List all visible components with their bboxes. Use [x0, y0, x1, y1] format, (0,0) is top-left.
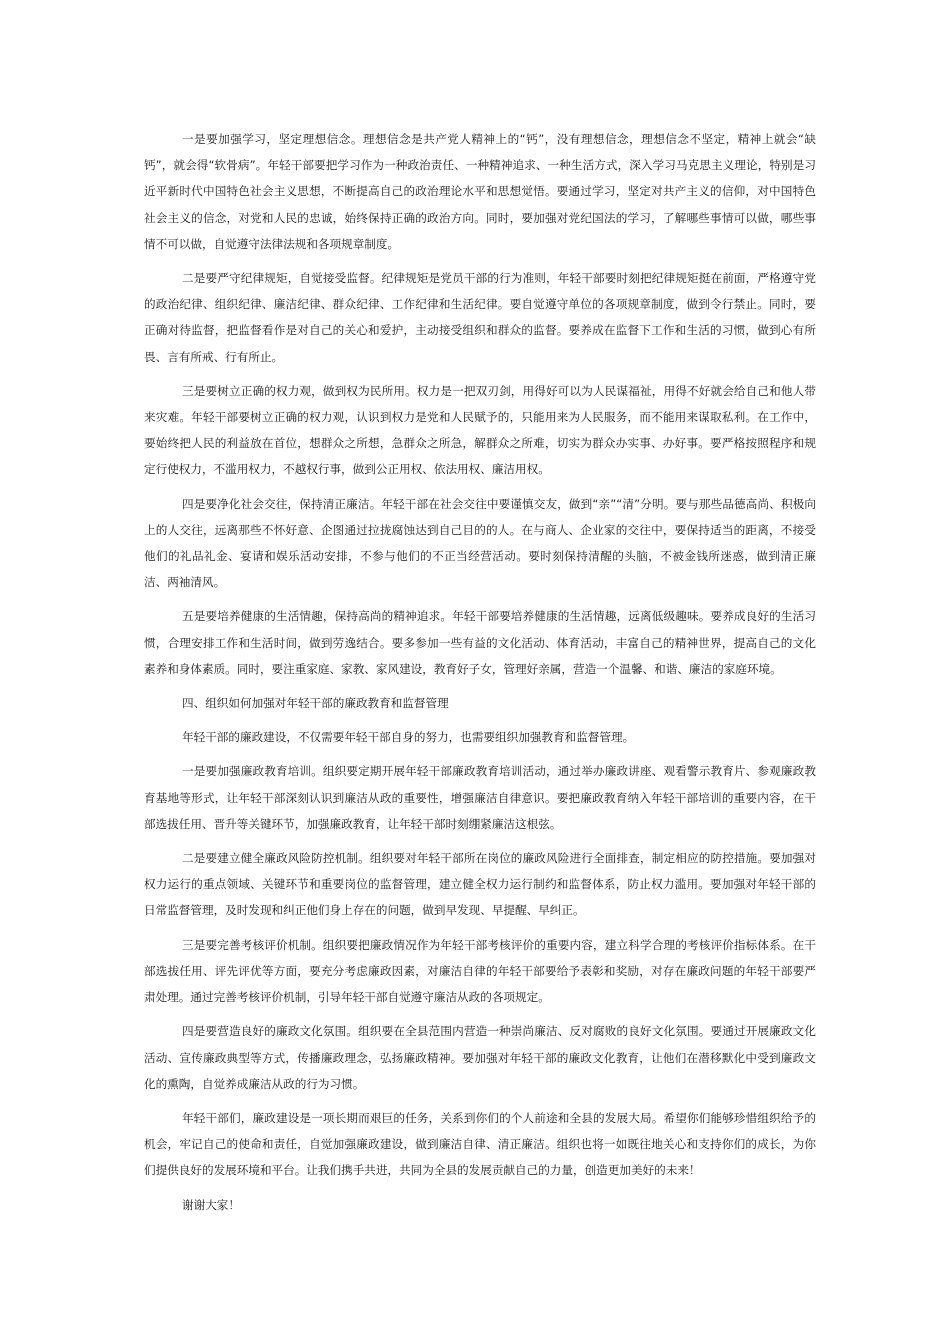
body-paragraph: 年轻干部们，廉政建设是一项长期而艰巨的任务，关系到你们的个人前途和全县的发展大局。希望你们能够珍惜组织给予的机会，牢记自己的使命和责任，自觉加强廉政建设，做到廉洁自律、清正廉洁。组织也将一如既往地关心和支持你们的成长，为你们提供良好的发展环境和平台。让我们携手共进，共同为全县的发展贡献自己的力量，创造更加美好的未来！	[144, 1110, 816, 1178]
body-paragraph: 一是要加强廉政教育培训。组织要定期开展年轻干部廉政教育培训活动，通过举办廉政讲座、观看警示教育片、参观廉政教育基地等形式，让年轻干部深刻认识到廉洁从政的重要性，增强廉洁自律意识。要把廉政教育纳入年轻干部培训的重要内容，在干部选拔任用、晋升等关键环节，加强廉政教育，让年轻干部时刻绷紧廉洁这根弦。	[144, 764, 816, 831]
body-paragraph: 年轻干部的廉政建设，不仅需要年轻干部自身的努力，也需要组织加强教育和监督管理。	[182, 730, 635, 745]
body-paragraph: 三是要树立正确的权力观，做到权为民所用。权力是一把双刃剑，用得好可以为人民谋福祉，用得不好就会给自己和他人带来灾难。年轻干部要树立正确的权力观，认识到权力是党和人民赋予的，只能用来为人民服务，而不能用来谋取私利。在工作中，要始终把人民的利益放在首位，想群众之所想，急群众之所急，解群众之所难，切实为群众办实事、办好事。要严格按照程序和规定行使权力，不滥用权力，不越权行事，做到公正用权、依法用权、廉洁用权。	[144, 383, 816, 477]
body-paragraph: 二是要严守纪律规矩，自觉接受监督。纪律规矩是党员干部的行为准则，年轻干部要时刻把纪律规矩挺在前面，严格遵守党的政治纪律、组织纪律、廉洁纪律、群众纪律、工作纪律和生活纪律。要自觉遵守单位的各项规章制度，做到令行禁止。同时，要正确对待监督，把监督看作是对自己的关心和爱护，主动接受组织和群众的监督。要养成在监督下工作和生活的习惯，做到心有所畏、言有所戒、行有所止。	[144, 271, 816, 364]
body-paragraph: 三是要完善考核评价机制。组织要把廉政情况作为年轻干部考核评价的重要内容，建立科学合理的考核评价指标体系。在干部选拔任用、评先评优等方面，要充分考虑廉政因素，对廉洁自律的年轻干部要给予表彰和奖励，对存在廉政问题的年轻干部要严肃处理。通过完善考核评价机制，引导年轻干部自觉遵守廉洁从政的各项规定。	[144, 937, 816, 1005]
body-paragraph: 四是要净化社会交往，保持清正廉洁。年轻干部在社会交往中要谨慎交友，做到“亲”“清”分明。要与那些品德高尚、积极向上的人交往，远离那些不怀好意、企图通过拉拢腐蚀达到自己目的的人。在与商人、企业家的交往中，要保持适当的距离，不接受他们的礼品礼金、宴请和娱乐活动安排，不参与他们的不正当经营活动。要时刻保持清醒的头脑，不被金钱所迷惑，做到清正廉洁、两袖清风。	[144, 496, 816, 590]
document-page	[144, 126, 816, 1218]
body-paragraph: 五是要培养健康的生活情趣，保持高尚的精神追求。年轻干部要培养健康的生活情趣，远离低级趣味。要养成良好的生活习惯，合理安排工作和生活时间，做到劳逸结合。要多参加一些有益的文化活动、体育活动，丰富自己的精神世界，提高自己的文化素养和身体素质。同时，要注重家庭、家教、家风建设，教育好子女，管理好亲属，营造一个温馨、和谐、廉洁的家庭环境。	[144, 609, 816, 676]
section-heading: 四、组织如何加强对年轻干部的廉政教育和监督管理	[182, 696, 449, 711]
body-paragraph: 二是要建立健全廉政风险防控机制。组织要对年轻干部所在岗位的廉政风险进行全面排查，制定相应的防控措施。要加强对权力运行的重点领域、关键环节和重要岗位的监督管理，建立健全权力运行制约和监督体系，防止权力滥用。要加强对年轻干部的日常监督管理，及时发现和纠正他们身上存在的问题，做到早发现、早提醒、早纠正。	[144, 851, 816, 918]
body-paragraph: 一是要加强学习，坚定理想信念。理想信念是共产党人精神上的“钙”，没有理想信念，理想信念不坚定，精神上就会“缺钙”，就会得“软骨病”。年轻干部要把学习作为一种政治责任、一种精神追求、一种生活方式，深入学习马克思主义理论，特别是习近平新时代中国特色社会主义思想，不断提高自己的政治理论水平和思想觉悟。要通过学习，坚定对共产主义的信仰，对中国特色社会主义的信念，对党和人民的忠诚，始终保持正确的政治方向。同时，要加强对党纪国法的学习，了解哪些事情可以做，哪些事情不可以做，自觉遵守法律法规和各项规章制度。	[144, 132, 816, 251]
body-paragraph: 四是要营造良好的廉政文化氛围。组织要在全县范围内营造一种崇尚廉洁、反对腐败的良好文化氛围。要通过开展廉政文化活动、宣传廉政典型等方式，传播廉政理念，弘扬廉政精神。要加强对年轻干部的廉政文化教育，让他们在潜移默化中受到廉政文化的熏陶，自觉养成廉洁从政的行为习惯。	[144, 1024, 816, 1091]
closing-line: 谢谢大家！	[182, 1197, 240, 1212]
